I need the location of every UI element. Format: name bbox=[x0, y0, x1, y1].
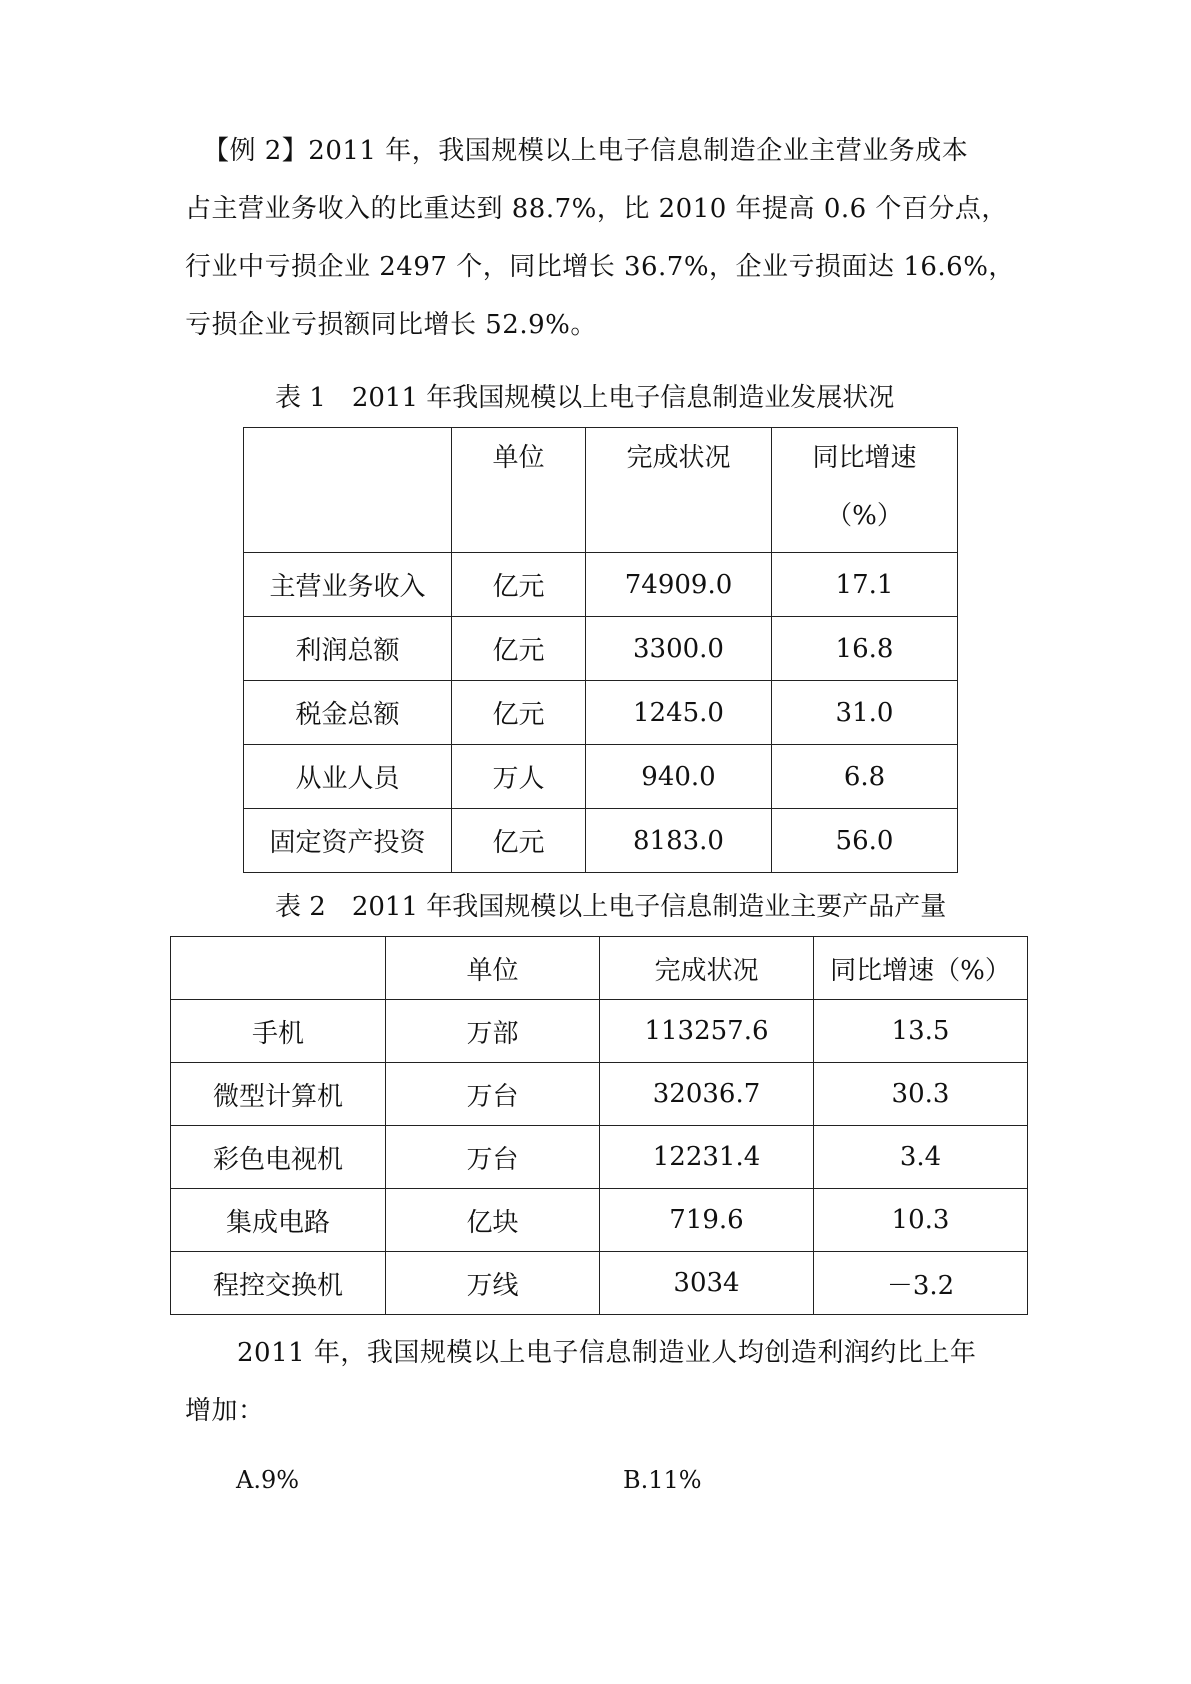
table2-header-growth: 同比增速（%） bbox=[814, 937, 1028, 1000]
table2-cell: 程控交换机 bbox=[171, 1252, 386, 1315]
choice-a-letter: A. bbox=[236, 1466, 261, 1494]
table2-cell: 万台 bbox=[386, 1063, 600, 1126]
table2-cell: 13.5 bbox=[814, 1000, 1028, 1063]
table1-cell: 税金总额 bbox=[244, 681, 452, 745]
table1-cell: 从业人员 bbox=[244, 745, 452, 809]
table2-cell: －3.2 bbox=[814, 1252, 1028, 1315]
table2-label: 表 2 bbox=[275, 892, 326, 922]
table2-cell: 30.3 bbox=[814, 1063, 1028, 1126]
choice-b[interactable] bbox=[623, 1460, 702, 1500]
table-row bbox=[244, 617, 958, 681]
intro-line-2: 占主营业务收入的比重达到 88.7%，比 2010 年提高 0.6 个百分点， bbox=[185, 194, 1008, 224]
table-row bbox=[171, 1063, 1028, 1126]
table-row bbox=[171, 1189, 1028, 1252]
choice-a-text: 9% bbox=[260, 1466, 300, 1494]
table2-cell: 手机 bbox=[171, 1000, 386, 1063]
table2-cell: 3034 bbox=[600, 1252, 814, 1315]
table1-cell: 万人 bbox=[452, 745, 586, 809]
table1-cell: 主营业务收入 bbox=[244, 553, 452, 617]
table1-cell: 940.0 bbox=[586, 745, 772, 809]
table1-cell: 亿元 bbox=[452, 681, 586, 745]
table1-cell: 亿元 bbox=[452, 553, 586, 617]
table2-header-completion: 完成状况 bbox=[600, 937, 814, 1000]
table1-cell: 8183.0 bbox=[586, 809, 772, 873]
table-row bbox=[171, 1126, 1028, 1189]
choice-b-text: 11% bbox=[648, 1466, 702, 1494]
table1-caption bbox=[275, 378, 894, 418]
table2-cell: 万部 bbox=[386, 1000, 600, 1063]
table1-cell: 1245.0 bbox=[586, 681, 772, 745]
intro-paragraph bbox=[185, 122, 1025, 354]
table-row bbox=[244, 553, 958, 617]
table2-cell: 3.4 bbox=[814, 1126, 1028, 1189]
table-row bbox=[244, 809, 958, 873]
table2-cell: 集成电路 bbox=[171, 1189, 386, 1252]
table1-header-completion: 完成状况 bbox=[586, 428, 772, 553]
table2-cell: 10.3 bbox=[814, 1189, 1028, 1252]
table2-cell: 32036.7 bbox=[600, 1063, 814, 1126]
table1-title: 2011 年我国规模以上电子信息制造业发展状况 bbox=[351, 383, 895, 413]
table2-cell: 113257.6 bbox=[600, 1000, 814, 1063]
table1-header-unit: 单位 bbox=[452, 428, 586, 553]
table2-cell: 亿块 bbox=[386, 1189, 600, 1252]
table2-cell: 万台 bbox=[386, 1126, 600, 1189]
table2-caption bbox=[275, 887, 946, 927]
table1-label: 表 1 bbox=[275, 383, 326, 413]
choice-a[interactable] bbox=[236, 1460, 299, 1500]
intro-line-1: 【例 2】2011 年，我国规模以上电子信息制造企业主营业务成本 bbox=[203, 136, 969, 166]
question-paragraph bbox=[185, 1324, 1025, 1440]
table1-cell: 16.8 bbox=[772, 617, 958, 681]
intro-line-4: 亏损企业亏损额同比增长 52.9%。 bbox=[185, 310, 597, 340]
intro-line-3: 行业中亏损企业 2497 个，同比增长 36.7%，企业亏损面达 16.6%， bbox=[185, 252, 1015, 282]
question-line-1: 2011 年，我国规模以上电子信息制造业人均创造利润约比上年 bbox=[237, 1338, 977, 1368]
table1-header-blank bbox=[244, 428, 452, 553]
table1-cell: 17.1 bbox=[772, 553, 958, 617]
table2-cell: 万线 bbox=[386, 1252, 600, 1315]
table1 bbox=[243, 427, 958, 873]
table1-cell: 31.0 bbox=[772, 681, 958, 745]
table-row bbox=[244, 681, 958, 745]
table2-header-row bbox=[171, 937, 1028, 1000]
choice-b-letter: B. bbox=[623, 1466, 649, 1494]
table1-cell: 亿元 bbox=[452, 617, 586, 681]
table1-cell: 6.8 bbox=[772, 745, 958, 809]
table2-header-unit: 单位 bbox=[386, 937, 600, 1000]
table-row bbox=[244, 745, 958, 809]
table2-cell: 12231.4 bbox=[600, 1126, 814, 1189]
table1-cell: 56.0 bbox=[772, 809, 958, 873]
table1-header-growth: 同比增速 （%） bbox=[772, 428, 958, 553]
table1-cell: 固定资产投资 bbox=[244, 809, 452, 873]
table2 bbox=[170, 936, 1028, 1315]
table2-header-blank bbox=[171, 937, 386, 1000]
table1-growth-unit: （%） bbox=[826, 501, 903, 531]
table1-cell: 亿元 bbox=[452, 809, 586, 873]
table2-cell: 彩色电视机 bbox=[171, 1126, 386, 1189]
table2-cell: 719.6 bbox=[600, 1189, 814, 1252]
table-row bbox=[171, 1000, 1028, 1063]
table1-cell: 利润总额 bbox=[244, 617, 452, 681]
table1-cell: 74909.0 bbox=[586, 553, 772, 617]
table-row bbox=[171, 1252, 1028, 1315]
table1-header-row bbox=[244, 428, 958, 553]
table1-cell: 3300.0 bbox=[586, 617, 772, 681]
table2-cell: 微型计算机 bbox=[171, 1063, 386, 1126]
table2-title: 2011 年我国规模以上电子信息制造业主要产品产量 bbox=[351, 892, 947, 922]
question-line-2: 增加： bbox=[185, 1396, 265, 1426]
